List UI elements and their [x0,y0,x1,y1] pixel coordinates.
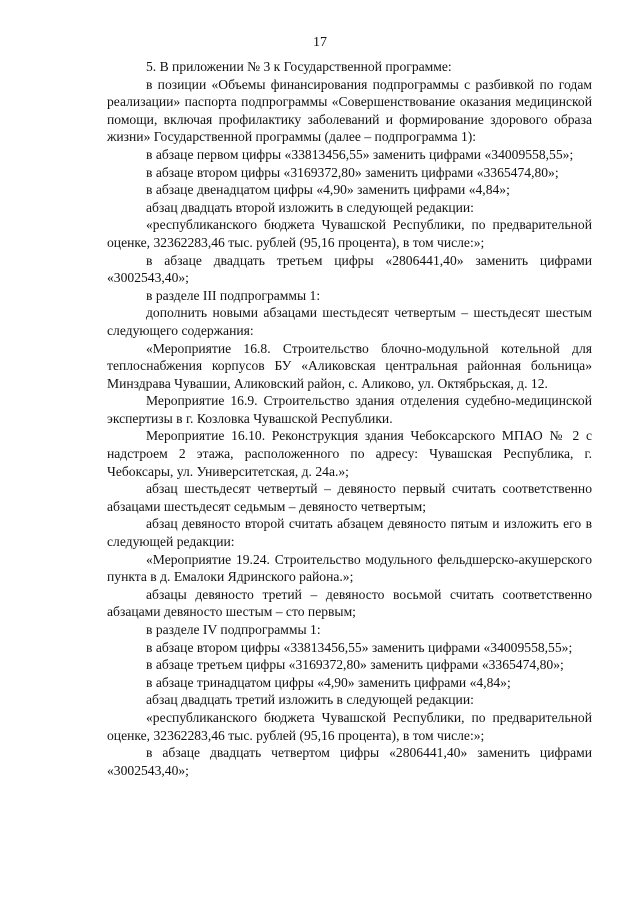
paragraph: 5. В приложении № 3 к Государственной программе: [146,59,452,74]
document-body [107,58,592,779]
paragraph: «республиканского бюджета Чувашской Республики, по предварительной оценке, 32362283,46 тыс. рублей (95,16 процента), в том числе:»; [107,217,592,250]
paragraph: Мероприятие 16.10. Реконструкция здания Чебоксарского МПАО № 2 с надстроем 2 этажа, расположенного по адресу: Чувашская Республика, г. Чебоксары, ул. Университетская, д. 24а.»; [107,428,592,479]
paragraph: «Мероприятие 19.24. Строительство модульного фельдшерско-акушерского пункта в д. Емалоки Ядринского района.»; [107,551,592,585]
paragraph: в абзаце двадцать четвертом цифры «2806441,40» заменить цифрами «3002543,40»; [107,745,592,778]
paragraph: в абзаце втором цифры «3169372,80» заменить цифрами «3365474,80»; [146,164,559,180]
paragraph: абзацы девяносто третий – девяносто восьмой считать соответственно абзацами девяносто шестым – сто первым; [107,586,592,620]
paragraph: в абзаце тринадцатом цифры «4,90» заменить цифрами «4,84»; [146,674,511,690]
paragraph: абзац двадцать второй изложить в следующей редакции: [146,199,474,215]
paragraph: «республиканского бюджета Чувашской Республики, по предварительной оценке, 32362283,46 тыс. рублей (95,16 процента), в том числе:»; [107,709,592,743]
paragraph: в абзаце первом цифры «33813456,55» заменить цифрами «34009558,55»; [146,146,574,162]
paragraph: в разделе III подпрограммы 1: [146,287,321,303]
paragraph: абзац двадцать третий изложить в следующей редакции: [146,692,474,708]
page-number: 17 [313,35,327,50]
paragraph: в абзаце двенадцатом цифры «4,90» заменить цифрами «4,84»; [146,182,510,198]
paragraph: абзац шестьдесят четвертый – девяносто первый считать соответственно абзацами шестьдесят седьмым – девяносто четвертым; [107,481,592,514]
paragraph: в абзаце втором цифры «33813456,55» заменить цифрами «34009558,55»; [146,639,573,655]
paragraph: Мероприятие 16.9. Строительство здания отделения судебно-медицинской экспертизы в г. Козловка Чувашской Республики. [107,393,592,426]
paragraph: абзац девяносто второй считать абзацем девяносто пятым и изложить его в следующей редакции: [107,516,592,550]
paragraph: в позиции «Объемы финансирования подпрограммы с разбивкой по годам реализации» паспорта подпрограммы «Совершенствование оказания медицинской помощи, включая профилактику заболеваний и формирование здорового образа жизни» Государственной программы (далее – подпрограмма 1): [107,76,592,145]
paragraph: дополнить новыми абзацами шестьдесят четвертым – шестьдесят шестым следующего содержания: [107,305,592,338]
paragraph: «Мероприятие 16.8. Строительство блочно-модульной котельной для теплоснабжения корпусов БУ «Аликовская центральная районная больница» Минздрава Чувашии, Аликовский район, с. Аликово, ул. Октябрьская, д. 12. [107,340,592,391]
paragraph: в абзаце двадцать третьем цифры «2806441,40» заменить цифрами «3002543,40»; [107,252,592,286]
paragraph: в абзаце третьем цифры «3169372,80» заменить цифрами «3365474,80»; [146,657,564,673]
paragraph: в разделе IV подпрограммы 1: [146,622,321,637]
